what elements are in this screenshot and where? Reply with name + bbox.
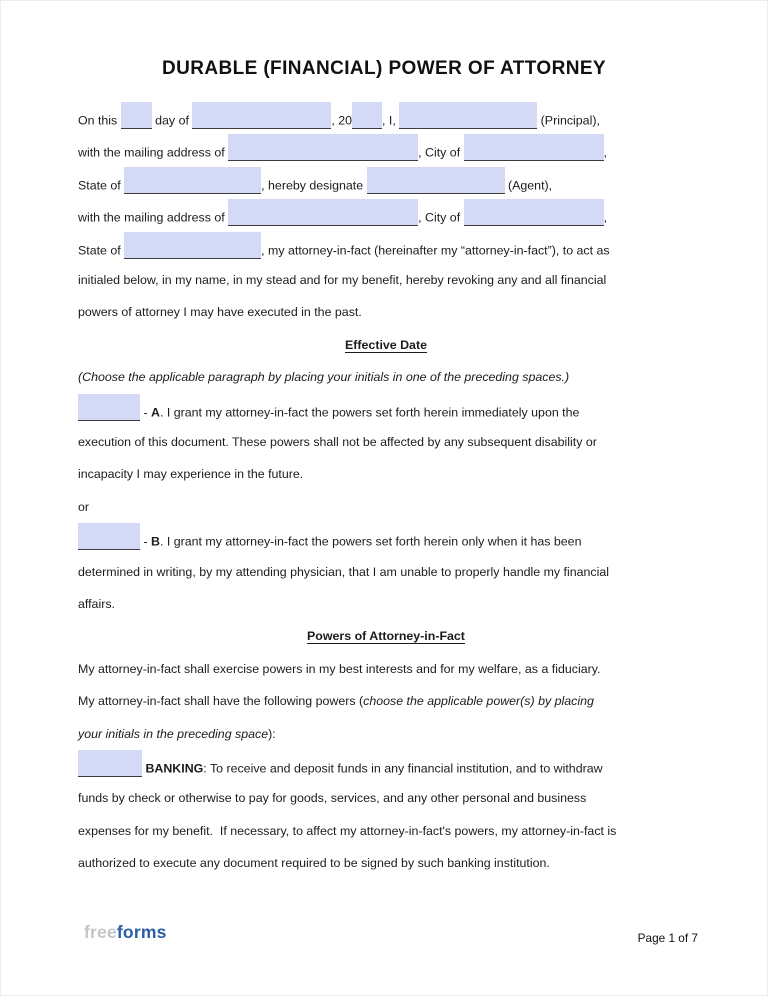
text-line bbox=[78, 426, 694, 459]
document-lines bbox=[78, 102, 694, 892]
form-field-initials-b[interactable] bbox=[78, 523, 140, 550]
text-line bbox=[78, 296, 694, 329]
text-line bbox=[78, 653, 694, 686]
text-segment: funds by check or otherwise to pay for goods, services, and any other personal and business bbox=[78, 791, 587, 806]
text-line bbox=[78, 782, 694, 815]
text-segment: incapacity I may experience in the future. bbox=[78, 467, 304, 482]
text-line bbox=[78, 685, 694, 718]
text-segment: . I grant my attorney-in-fact the powers set forth herein immediately upon the bbox=[159, 405, 580, 420]
form-field-agent-address[interactable] bbox=[228, 199, 418, 226]
text-line bbox=[78, 232, 694, 265]
text-segment: My attorney-in-fact shall exercise powers in my best interests and for my welfare, as a fiduciary. bbox=[78, 661, 601, 676]
form-field-agent-city[interactable] bbox=[464, 199, 604, 226]
text-line bbox=[78, 361, 694, 394]
document-title: DURABLE (FINANCIAL) POWER OF ATTORNEY bbox=[161, 58, 607, 79]
page-indicator: Page 1 of 7 bbox=[637, 931, 698, 945]
text-segment: determined in writing, by my attending physician, that I am unable to properly handle my financial bbox=[78, 564, 610, 579]
text-segment: , 20 bbox=[331, 113, 353, 128]
text-line bbox=[78, 199, 694, 232]
text-segment: . I grant my attorney-in-fact the powers set forth herein only when it has been bbox=[159, 534, 582, 549]
text-segment: - bbox=[140, 534, 152, 549]
text-segment: , bbox=[603, 145, 608, 160]
powers-heading bbox=[78, 620, 694, 653]
logo-free-text: free bbox=[84, 922, 117, 942]
text-segment: (Agent), bbox=[504, 178, 553, 193]
text-line bbox=[78, 458, 694, 491]
text-segment: (Choose the applicable paragraph by placing your initials in one of the preceding spaces.) bbox=[78, 370, 570, 385]
text-line bbox=[78, 102, 694, 135]
text-line bbox=[78, 718, 694, 751]
text-segment: affairs. bbox=[78, 597, 115, 611]
text-segment: your initials in the preceding space bbox=[78, 726, 269, 741]
text-segment: authorized to execute any document required to be signed by such banking institution. bbox=[78, 856, 550, 871]
text-segment: , my attorney-in-fact (hereinafter my “attorney-in-fact”), to act as bbox=[261, 243, 610, 258]
text-segment: or bbox=[78, 499, 90, 514]
form-field-year[interactable] bbox=[352, 102, 382, 129]
form-field-principal-address[interactable] bbox=[228, 134, 418, 161]
text-segment: execution of this document. These powers shall not be affected by any subsequent disability or bbox=[78, 435, 597, 449]
text-segment: Effective Date bbox=[345, 337, 427, 352]
text-segment: A bbox=[151, 405, 160, 420]
text-segment: , bbox=[603, 210, 608, 225]
text-segment: - bbox=[140, 405, 152, 420]
text-segment: with the mailing address of bbox=[78, 145, 229, 160]
form-field-initials-banking[interactable] bbox=[78, 750, 142, 777]
text-segment: , City of bbox=[418, 145, 464, 160]
text-segment: BANKING bbox=[145, 761, 204, 776]
logo-forms-text: forms bbox=[116, 922, 167, 942]
text-segment: ): bbox=[268, 726, 276, 741]
form-field-day[interactable] bbox=[121, 102, 152, 129]
effective-date-heading bbox=[78, 329, 694, 362]
text-segment: powers of attorney I may have executed in the past. bbox=[78, 305, 362, 320]
text-segment: B bbox=[151, 534, 160, 549]
text-line bbox=[78, 134, 694, 167]
text-segment: , I, bbox=[382, 113, 400, 128]
text-line bbox=[78, 523, 694, 556]
text-segment: (Principal), bbox=[537, 113, 600, 128]
text-segment: State of bbox=[78, 243, 125, 258]
text-segment: : To receive and deposit funds in any financial institution, and to withdraw bbox=[203, 761, 603, 776]
text-segment: , hereby designate bbox=[261, 178, 367, 193]
text-segment: with the mailing address of bbox=[78, 210, 229, 225]
form-field-principal-city[interactable] bbox=[464, 134, 604, 161]
form-field-month[interactable] bbox=[192, 102, 331, 129]
form-field-principal-state[interactable] bbox=[124, 167, 261, 194]
form-field-principal-name[interactable] bbox=[399, 102, 537, 129]
text-line bbox=[78, 815, 694, 848]
text-line bbox=[78, 556, 694, 589]
text-segment: initialed below, in my name, in my stead and for my benefit, hereby revoking any and all financial bbox=[78, 273, 607, 287]
text-segment: Powers of Attorney-in-Fact bbox=[307, 629, 465, 644]
text-segment: expenses for my benefit. If necessary, to affect my attorney-in-fact's powers, my attorney-in-fact is bbox=[78, 823, 617, 838]
text-segment: choose the applicable power(s) by placing bbox=[363, 694, 594, 709]
form-field-agent-state[interactable] bbox=[124, 232, 261, 259]
text-segment: On this bbox=[78, 113, 121, 128]
text-line bbox=[78, 394, 694, 427]
text-line bbox=[78, 491, 694, 524]
text-segment: State of bbox=[78, 178, 125, 193]
text-line bbox=[78, 264, 694, 297]
text-segment: My attorney-in-fact shall have the following powers ( bbox=[78, 694, 364, 709]
freeforms-logo bbox=[84, 922, 167, 943]
form-field-initials-a[interactable] bbox=[78, 394, 140, 421]
text-segment: day of bbox=[151, 113, 193, 128]
text-line bbox=[78, 588, 694, 621]
form-field-agent-name[interactable] bbox=[367, 167, 505, 194]
text-line bbox=[78, 750, 694, 783]
text-segment: , City of bbox=[418, 210, 464, 225]
text-line bbox=[78, 847, 694, 880]
text-line bbox=[78, 167, 694, 200]
